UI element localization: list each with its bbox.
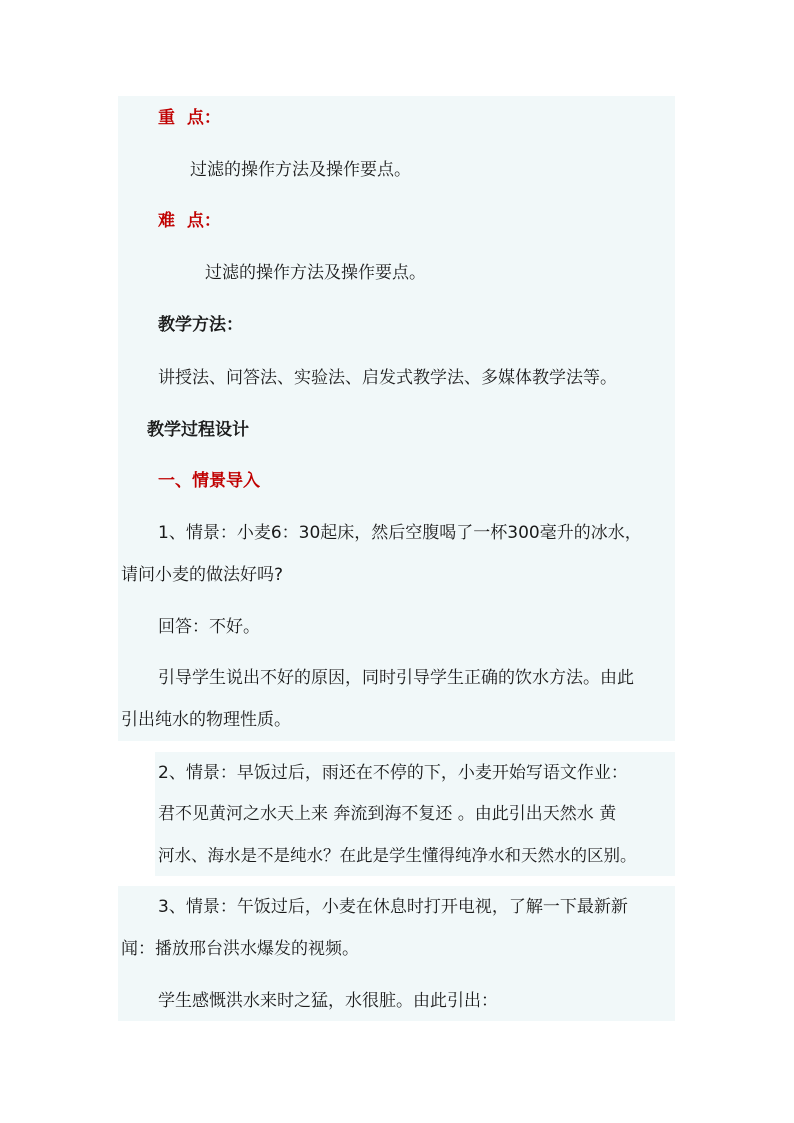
difficult-point-text: 过滤的操作方法及操作要点。	[205, 263, 426, 283]
guide-line1: 引导学生说出不好的原因，同时引导学生正确的饮水方法。由此	[158, 668, 634, 688]
scene3-line1: 3、情景：午饭过后，小麦在休息时打开电视，了解一下最新新	[158, 897, 628, 917]
scene1-line2: 请问小麦的做法好吗?	[121, 565, 284, 585]
guide-line2: 引出纯水的物理性质。	[121, 710, 291, 730]
scene2-line1: 2、情景：早饭过后，雨还在不停的下，小麦开始写语文作业：	[158, 763, 628, 783]
teaching-methods-text: 讲授法、问答法、实验法、启发式教学法、多媒体教学法等。	[158, 368, 617, 388]
answer-text: 回答：不好。	[158, 617, 260, 637]
difficult-point-heading: 难 点：	[158, 211, 221, 231]
key-point-heading: 重 点：	[158, 108, 221, 128]
section-one-heading: 一、情景导入	[158, 471, 260, 491]
process-title: 教学过程设计	[147, 420, 249, 440]
teaching-methods-heading: 教学方法：	[158, 315, 243, 335]
feeling-text: 学生感慨洪水来时之猛，水很脏。由此引出：	[158, 991, 498, 1011]
scene2-line3: 河水、海水是不是纯水？在此是学生懂得纯净水和天然水的区别。	[158, 846, 637, 865]
scene3-line2: 闻：播放邢台洪水爆发的视频。	[121, 939, 359, 959]
scene2-line2: 君不见黄河之水天上来 奔流到海不复还 。由此引出天然水 黄	[158, 804, 617, 824]
scene1-line1: 1、情景：小麦6：30起床，然后空腹喝了一杯300毫升的冰水，	[158, 523, 642, 543]
key-point-text: 过滤的操作方法及操作要点。	[190, 160, 411, 180]
